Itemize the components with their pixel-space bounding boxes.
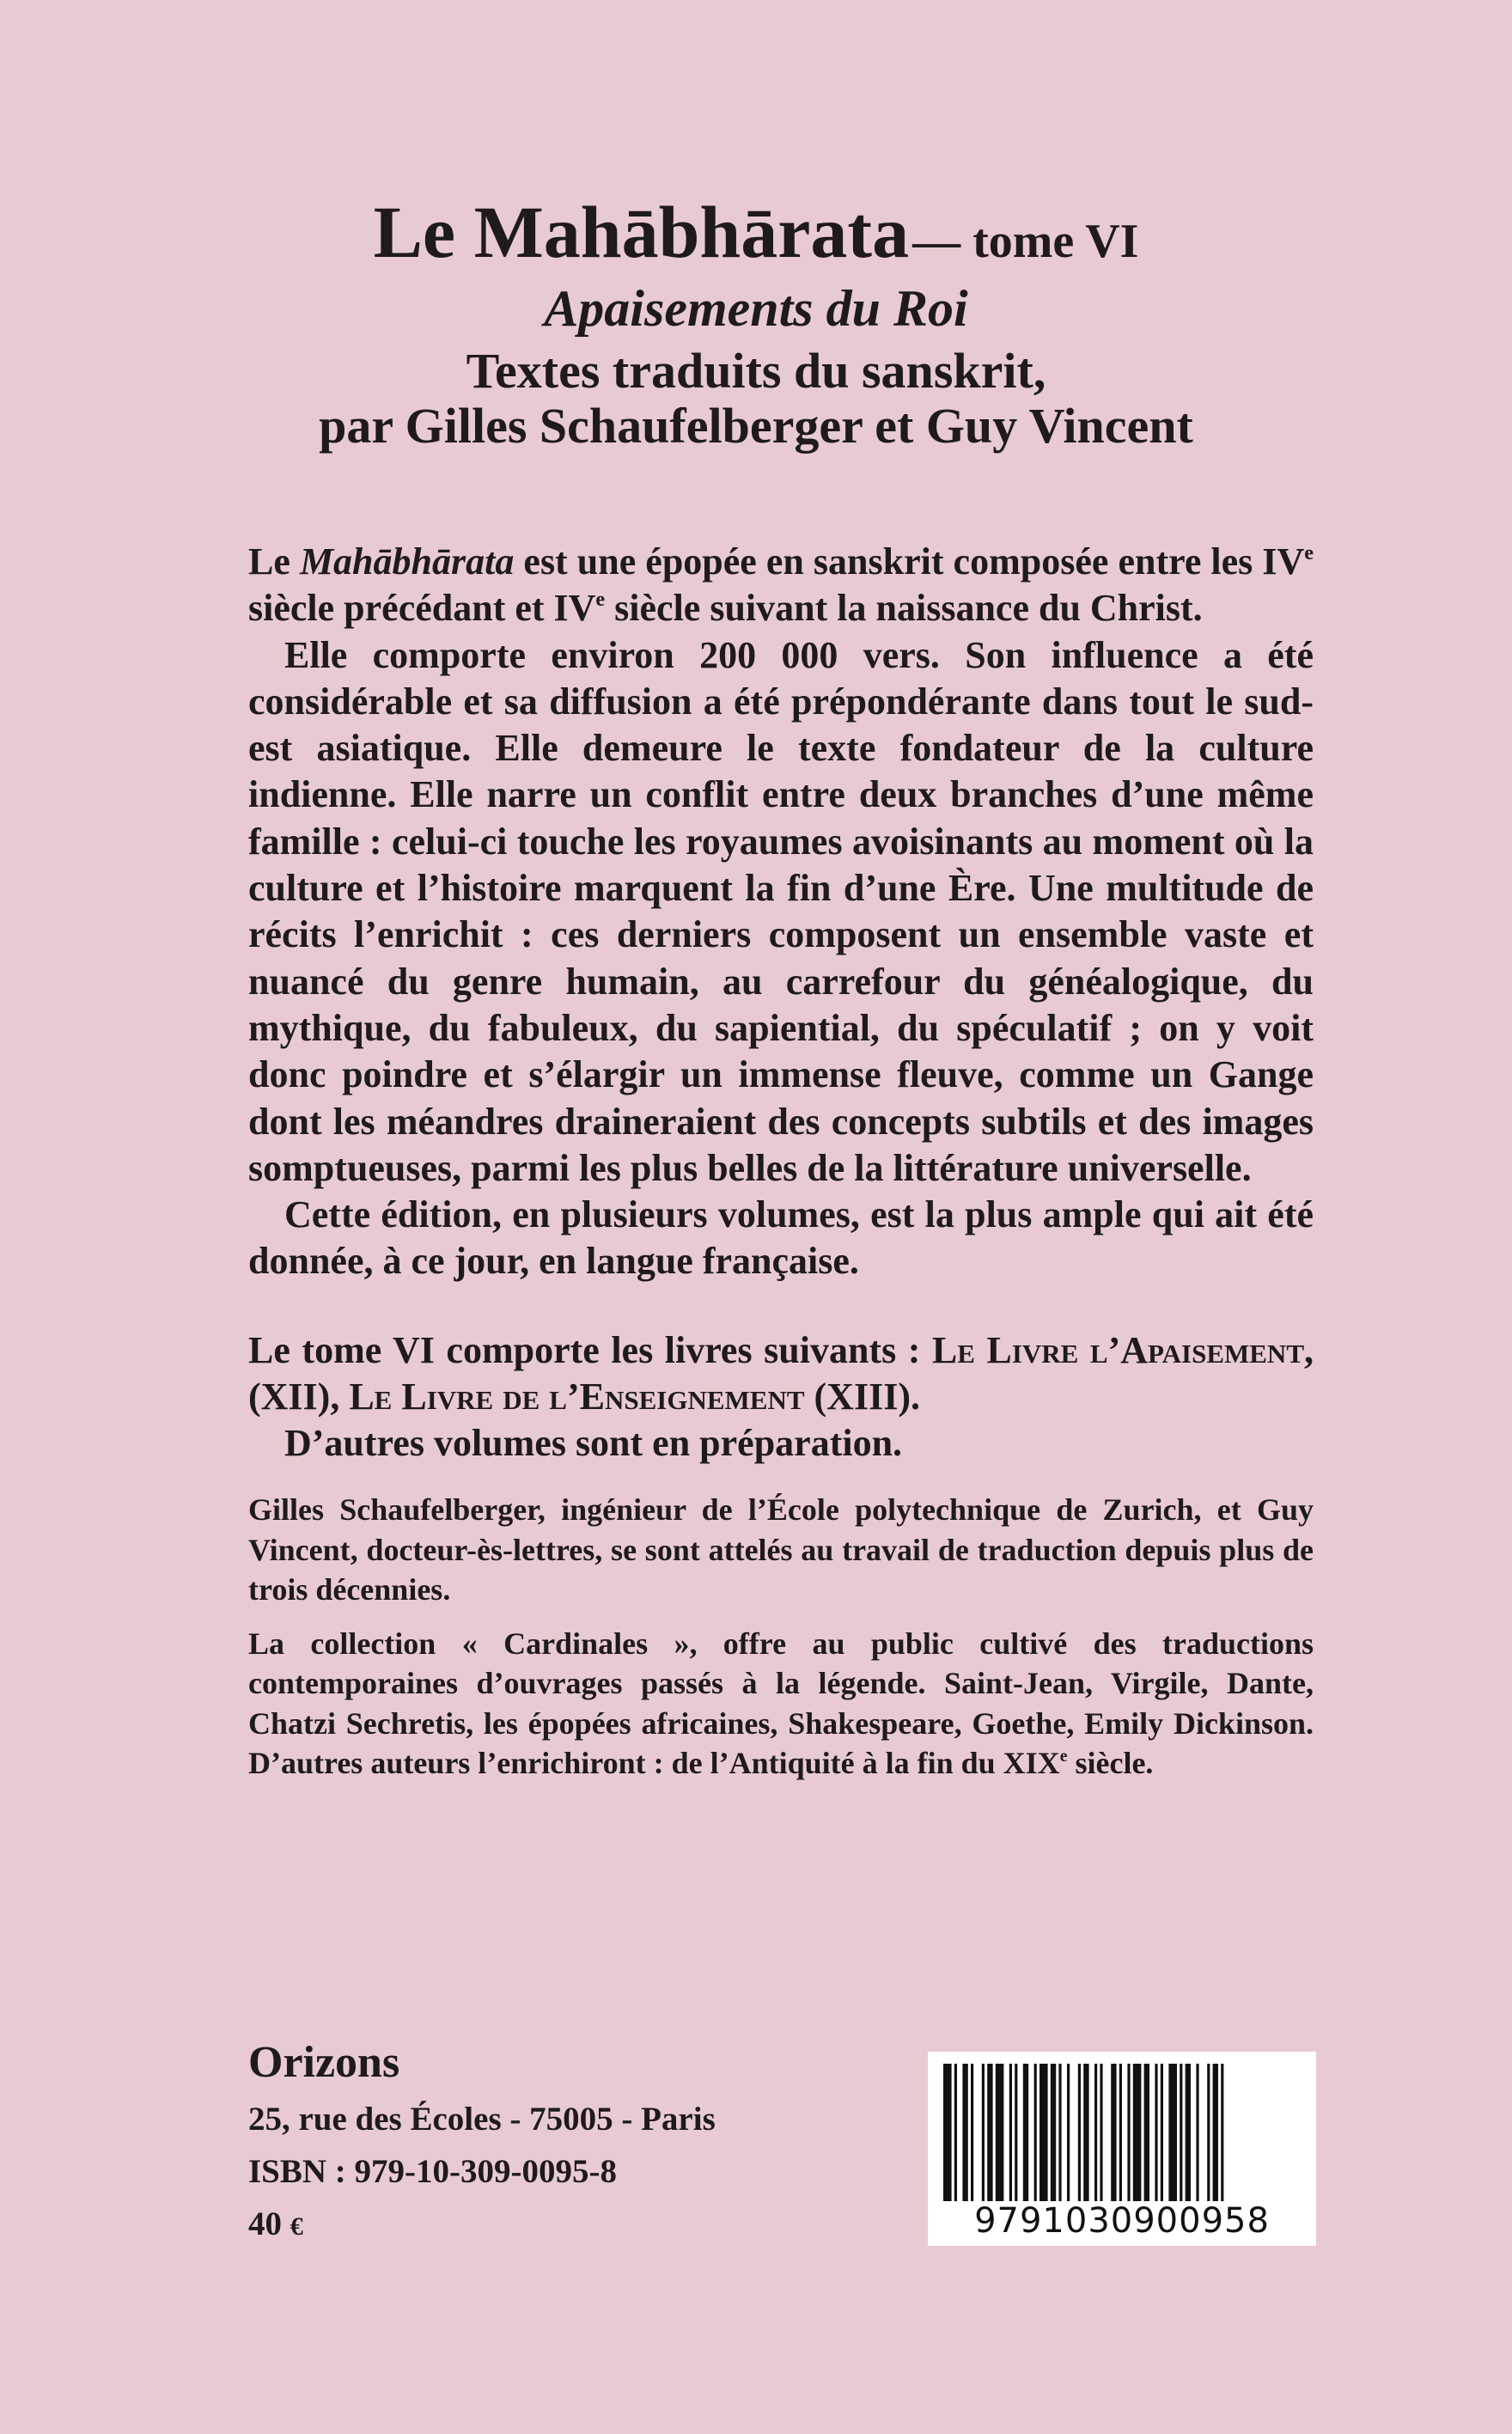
contents-sep-1: , bbox=[1304, 1328, 1314, 1371]
barcode-bar bbox=[1078, 2064, 1081, 2201]
p1-superscript-2: e bbox=[595, 588, 606, 612]
about-block bbox=[248, 1490, 1314, 1784]
more-volumes-note: D’autres volumes sont en préparation. bbox=[284, 1422, 903, 1465]
barcode-bar bbox=[1051, 2064, 1056, 2201]
translation-credit-line1: Textes traduits du sanskrit, bbox=[466, 343, 1046, 399]
book-two-title: Le Livre de l’Enseignement bbox=[349, 1376, 805, 1418]
barcode-digits: 9791030900958 bbox=[974, 2201, 1270, 2241]
barcode-bar bbox=[1094, 2064, 1097, 2201]
contents-paragraph bbox=[248, 1327, 1314, 1421]
p1-text-b: siècle précédant et IV bbox=[248, 587, 596, 630]
p1-text-c: siècle suivant la naissance du Christ. bbox=[605, 587, 1203, 630]
barcode-bar bbox=[1083, 2064, 1088, 2201]
barcode-bar bbox=[1009, 2064, 1012, 2201]
barcode-bar bbox=[1186, 2064, 1191, 2201]
publisher-address: 25, rue des Écoles - 75005 - Paris bbox=[248, 2101, 716, 2138]
title-line bbox=[0, 191, 1512, 273]
barcode-bar bbox=[971, 2064, 973, 2201]
p1-text-a: est une épopée en sanskrit composée entre les IV bbox=[514, 540, 1305, 583]
barcode-bar bbox=[987, 2064, 992, 2201]
p1-start: Le bbox=[248, 540, 300, 583]
contents-end: . bbox=[910, 1376, 920, 1418]
book-one-title: Le Livre l’Apaisement bbox=[931, 1328, 1304, 1371]
barcode-bar bbox=[996, 2064, 1004, 2201]
barcode-bar bbox=[1196, 2064, 1198, 2201]
barcode-bar bbox=[1100, 2064, 1102, 2201]
publisher-info bbox=[248, 2033, 716, 2253]
price-value: 40 bbox=[248, 2205, 282, 2242]
barcode-bar bbox=[1155, 2064, 1157, 2201]
collection-text-b: siècle. bbox=[1067, 1746, 1154, 1780]
barcode-bar bbox=[1180, 2064, 1182, 2201]
translation-credit-line2: par Gilles Schaufelberger et Guy Vincent bbox=[319, 398, 1193, 454]
isbn-line: ISBN : 979-10-309-0095-8 bbox=[248, 2153, 617, 2190]
book-subtitle: Apaisements du Roi bbox=[544, 280, 968, 337]
barcode bbox=[928, 2052, 1316, 2246]
barcode-bar bbox=[1034, 2064, 1037, 2201]
collection-paragraph bbox=[248, 1624, 1314, 1784]
barcode-bar bbox=[1040, 2064, 1048, 2201]
p1-title-italic: Mahābhārata bbox=[299, 540, 515, 583]
barcode-bar bbox=[1168, 2064, 1177, 2201]
contents-intro: Le tome VI comporte les livres suivants : bbox=[248, 1328, 932, 1371]
barcode-bars bbox=[940, 2064, 1304, 2201]
barcode-bar bbox=[1207, 2064, 1210, 2201]
tome-label: — tome VI bbox=[912, 215, 1139, 268]
barcode-bar bbox=[1067, 2064, 1070, 2201]
cover-header bbox=[0, 191, 1512, 454]
collection-text-a: La collection « Cardinales », offre au public cultivé des traductions contemporaines d’ouvrages passés à la légende. Saint-Jean, Virgile, Dante, Chatzi Sechretis, les épopées africaines, Shakespeare, Goethe, Emily Dickinson. D’autres auteurs l’enrichiront : de l’Antiquité à la fin du XIX bbox=[248, 1626, 1314, 1780]
barcode-bar bbox=[1058, 2064, 1061, 2201]
barcode-bar bbox=[962, 2064, 967, 2201]
price-line bbox=[248, 2198, 716, 2253]
barcode-bar bbox=[1161, 2064, 1163, 2201]
book-title: Le Mahābhārata bbox=[373, 191, 910, 273]
authors-paragraph: Gilles Schaufelberger, ingénieur de l’École polytechnique de Zurich, et Guy Vincent, docteur-ès-lettres, se sont attelés au travail de traduction depuis plus de trois décennies. bbox=[248, 1492, 1314, 1607]
description-paragraph-1 bbox=[248, 539, 1314, 632]
book-one-number: (XII) bbox=[248, 1376, 331, 1418]
barcode-bar bbox=[1144, 2064, 1149, 2201]
collection-superscript: e bbox=[1059, 1747, 1068, 1766]
contents-sep-2: , bbox=[330, 1376, 350, 1418]
publisher-name: Orizons bbox=[248, 2038, 400, 2087]
barcode-bar bbox=[1213, 2064, 1218, 2201]
barcode-bar bbox=[1111, 2064, 1116, 2201]
barcode-bar bbox=[1119, 2064, 1122, 2201]
description-block bbox=[248, 539, 1314, 1467]
barcode-bar bbox=[1015, 2064, 1017, 2201]
description-paragraph-2: Elle comporte environ 200 000 vers. Son influence a été considérable et sa diffusion a été prépondérante dans tout le sud-est asiatique. Elle demeure le texte fondateur de la culture indienne. Elle narre un conflit entre deux branches d’une même famille : celui-ci touche les royaumes avoisinants au moment où la culture et l’histoire marquent la fin d’une Ère. Une multitude de récits l’enrichit : ces derniers composent un ensemble vaste et nuancé du genre humain, au carrefour du généalogique, du mythique, du fabuleux, du sapiential, du spéculatif ; on y voit donc poindre et s’élargir un immense fleuve, comme un Gange dont les méandres draineraient des concepts subtils et des images somptueuses, parmi les plus belles de la littérature universelle. bbox=[248, 633, 1314, 1189]
barcode-bar bbox=[982, 2064, 985, 2201]
barcode-bar bbox=[1133, 2064, 1142, 2201]
barcode-bar bbox=[954, 2064, 957, 2201]
book-two-number: (XIII) bbox=[814, 1376, 911, 1418]
p1-superscript-1: e bbox=[1304, 541, 1314, 565]
barcode-bar bbox=[1023, 2064, 1028, 2201]
description-paragraph-3: Cette édition, en plusieurs volumes, est la plus ample qui ait été donnée, à ce jour, en langue française. bbox=[248, 1193, 1314, 1283]
contents-sep-3 bbox=[805, 1376, 814, 1418]
barcode-bar bbox=[1221, 2064, 1223, 2201]
barcode-bar bbox=[943, 2064, 952, 2201]
price-currency: € bbox=[290, 2212, 303, 2241]
barcode-bar bbox=[1127, 2064, 1130, 2201]
